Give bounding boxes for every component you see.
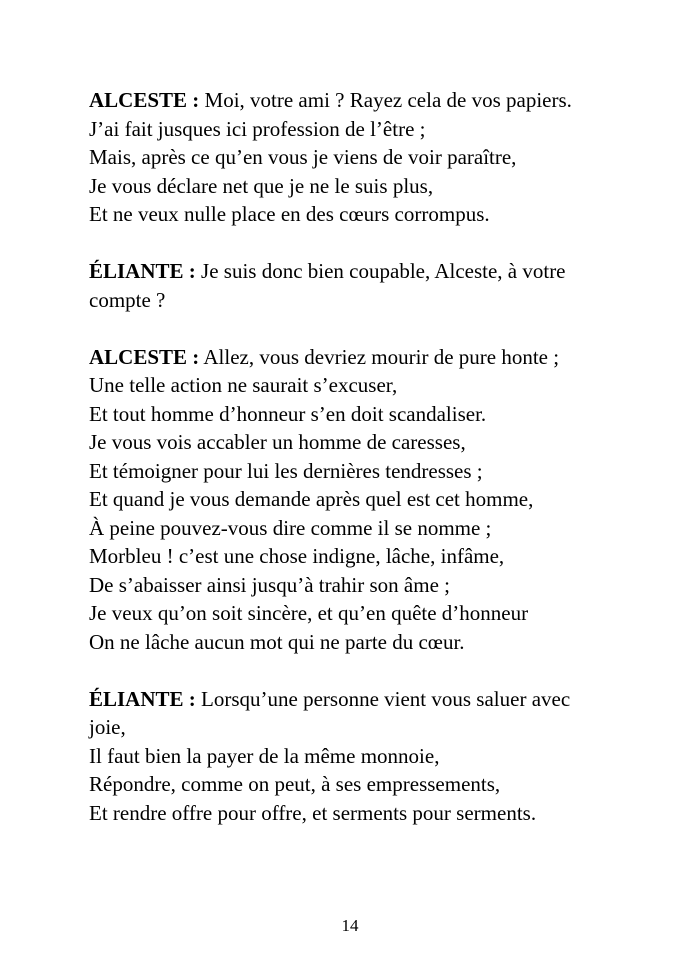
page-number: 14 [341, 916, 359, 935]
line-text: Allez, vous devriez mourir de pure honte ; [199, 344, 560, 369]
speech-eliante-2 [89, 685, 669, 828]
verse-line: Et ne veux nulle place en des cœurs corrompus. [89, 202, 490, 226]
verse-line: Morbleu ! c’est une chose indigne, lâche, infâme, [89, 544, 505, 568]
verse-line: Et tout homme d’honneur s’en doit scandaliser. [89, 401, 487, 426]
verse-line: Mais, après ce qu’en vous je viens de voir paraître, [89, 145, 517, 169]
speech-alceste-2 [89, 343, 669, 657]
speaker-name: ALCESTE : [89, 344, 200, 369]
verse-line: J’ai fait jusques ici profession de l’être ; [89, 116, 426, 141]
verse-line: Et rendre offre pour offre, et serments pour serments. [89, 800, 537, 825]
verse-line: À peine pouvez-vous dire comme il se nomme ; [89, 515, 492, 540]
speaker-name: ÉLIANTE : [89, 686, 196, 711]
verse-line: On ne lâche aucun mot qui ne parte du cœur. [89, 629, 465, 654]
speech-first-line [89, 343, 669, 372]
verse-line: joie, [89, 715, 126, 739]
verse-line: Je vous déclare net que je ne le suis plus, [89, 173, 434, 198]
line-text: Lorsqu’une personne vient vous saluer avec [195, 686, 571, 711]
verse-line: Et quand je vous demande après quel est cet homme, [89, 487, 534, 511]
speech-alceste-1 [89, 86, 669, 229]
verse-line: compte ? [89, 287, 166, 312]
verse-line: Je veux qu’on soit sincère, et qu’en quête d’honneur [89, 601, 529, 625]
play-text [89, 86, 669, 856]
verse-line: Une telle action ne saurait s’excuser, [89, 373, 398, 397]
speech-first-line [89, 685, 669, 714]
verse-line: Et témoigner pour lui les dernières tendresses ; [89, 458, 483, 483]
verse-line: De s’abaisser ainsi jusqu’à trahir son âme ; [89, 572, 450, 597]
speech-first-line [89, 257, 669, 286]
speaker-name: ALCESTE : [89, 88, 200, 112]
verse-line: Il faut bien la payer de la même monnoie, [89, 743, 440, 768]
verse-line: Je vous vois accabler un homme de caresses, [89, 430, 466, 454]
line-text: Je suis donc bien coupable, Alceste, à votre [195, 259, 566, 283]
speaker-name: ÉLIANTE : [89, 259, 196, 283]
verse-line: Répondre, comme on peut, à ses empressements, [89, 772, 501, 796]
speech-eliante-1 [89, 257, 669, 314]
line-text: Moi, votre ami ? Rayez cela de vos papiers. [199, 88, 572, 112]
speech-first-line [89, 86, 669, 115]
